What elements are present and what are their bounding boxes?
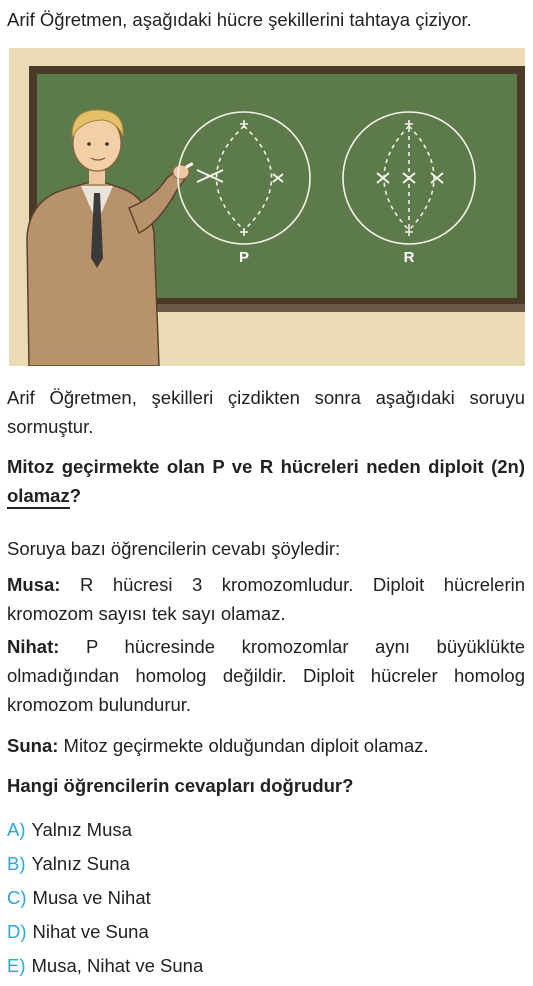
student-answer-musa [7, 570, 525, 628]
option-c[interactable] [7, 886, 151, 910]
option-a[interactable] [7, 818, 132, 842]
student-answer-text: Mitoz geçirmekte olduğundan diploit olamaz. [58, 735, 429, 756]
question-text: Mitoz geçirmekte olan P ve R hücreleri neden diploit (2n) [7, 456, 525, 477]
student-answer-text: R hücresi 3 kromozomludur. Diploit hücrelerin kromozom sayısı tek sayı olamaz. [7, 574, 525, 624]
student-name: Suna: [7, 735, 59, 756]
option-e[interactable] [7, 954, 203, 978]
cell-p-label: P [238, 249, 250, 266]
option-letter: A) [7, 819, 26, 840]
after-drawing-text: Arif Öğretmen, şekilleri çizdikten sonra aşağıdaki soruyu sormuştur. [7, 387, 525, 437]
student-name: Musa: [7, 574, 61, 595]
option-text: Nihat ve Suna [32, 921, 149, 942]
option-b[interactable] [7, 852, 130, 876]
student-answer-text: P hücresinde kromozomlar aynı büyüklükte olmadığından homolog değildir. Diploit hücreler homolog kromozom bulundurur. [7, 636, 525, 715]
main-question [7, 452, 525, 510]
intro-text: Arif Öğretmen, aşağıdaki hücre şekillerini tahtaya çiziyor. [7, 9, 472, 30]
option-letter: D) [7, 921, 27, 942]
final-question: Hangi öğrencilerin cevapları doğrudur? [7, 775, 354, 796]
answers-intro: Soruya bazı öğrencilerin cevabı şöyledir: [7, 538, 341, 559]
chalkboard-illustration [9, 48, 525, 366]
question-mark: ? [69, 485, 82, 506]
option-text: Musa, Nihat ve Suna [31, 955, 204, 976]
option-text: Yalnız Musa [31, 819, 132, 840]
option-text: Yalnız Suna [31, 853, 130, 874]
student-answer-suna [7, 731, 525, 760]
option-letter: E) [7, 955, 26, 976]
cell-r-label: R [403, 249, 415, 266]
question-underlined-word: olamaz [7, 485, 70, 509]
option-text: Musa ve Nihat [32, 887, 151, 908]
option-letter: B) [7, 853, 26, 874]
student-answer-nihat [7, 632, 525, 719]
option-letter: C) [7, 887, 27, 908]
student-name: Nihat: [7, 636, 60, 657]
option-d[interactable] [7, 920, 149, 944]
